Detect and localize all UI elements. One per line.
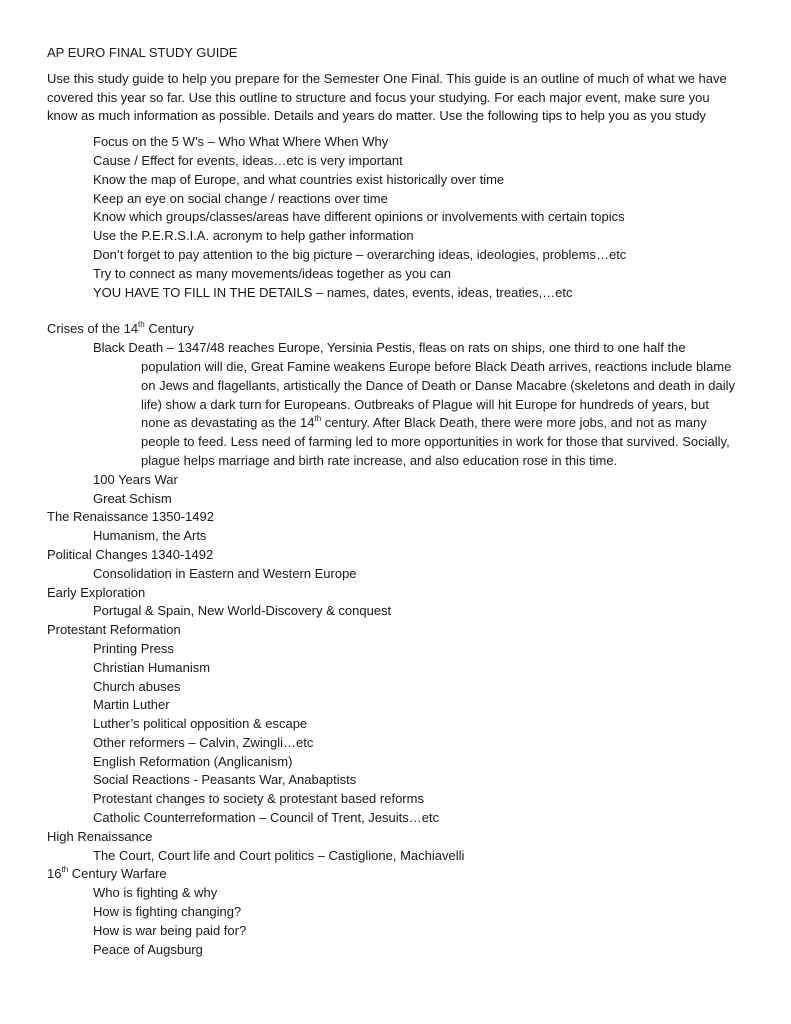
tip-item: YOU HAVE TO FILL IN THE DETAILS – names, dates, events, ideas, treaties,…etc <box>93 284 573 300</box>
outline-item: Printing Press <box>93 640 174 656</box>
outline-item: Humanism, the Arts <box>93 528 207 544</box>
outline-item: Martin Luther <box>93 697 170 713</box>
tip-item: Try to connect as many movements/ideas together as you can <box>93 265 451 281</box>
outline-item: Portugal & Spain, New World-Discovery & conquest <box>93 603 392 619</box>
intro-paragraph <box>47 70 747 126</box>
tip-item: Keep an eye on social change / reactions over time <box>93 190 388 206</box>
section-heading: The Renaissance 1350-1492 <box>47 509 214 525</box>
continuation-text: century. After Black Death, there were more jobs, and not as many <box>321 415 707 431</box>
outline-item: Church abuses <box>93 678 181 694</box>
superscript: th <box>138 320 145 330</box>
intro-line: Use this study guide to help you prepare for the Semester One Final. This guide is an outline of much of what we have <box>47 70 727 86</box>
section-heading: High Renaissance <box>47 828 153 844</box>
outline-item: Peace of Augsburg <box>93 941 203 957</box>
tip-item: Know the map of Europe, and what countries exist historically over time <box>93 171 505 187</box>
outline-item: Who is fighting & why <box>93 885 218 901</box>
tip-item: Focus on the 5 W’s – Who What Where When Why <box>93 134 389 150</box>
outline-item: 100 Years War <box>93 471 178 487</box>
outline-item: Luther’s political opposition & escape <box>93 716 308 732</box>
section-heading: Early Exploration <box>47 584 146 600</box>
section-heading-warfare <box>47 865 747 884</box>
outline-item: Catholic Counterreformation – Council of Trent, Jesuits…etc <box>93 810 440 826</box>
heading-text: Century Warfare <box>68 866 167 882</box>
section-heading: Protestant Reformation <box>47 622 181 638</box>
tip-item: Know which groups/classes/areas have different opinions or involvements with certain topics <box>93 209 625 225</box>
continuation-text: none as devastating as the 14 <box>141 415 315 431</box>
outline-item: Consolidation in Eastern and Western Europe <box>93 565 357 581</box>
outline-item: The Court, Court life and Court politics – Castiglione, Machiavelli <box>93 847 465 863</box>
black-death-continuation <box>47 414 747 433</box>
tip-item: Don’t forget to pay attention to the big picture – overarching ideas, ideologies, problems…etc <box>93 246 627 262</box>
section-heading-crises <box>47 320 747 339</box>
black-death-continuation: population will die, Great Famine weakens Europe before Black Death arrives, reactions include blame <box>141 358 732 374</box>
tip-item: Use the P.E.R.S.I.A. acronym to help gather information <box>93 228 414 244</box>
superscript: th <box>61 865 69 875</box>
black-death-continuation: life) show a dark turn for Europeans. Outbreaks of Plague will hit Europe for hundreds of years, but <box>141 396 709 412</box>
outline-item: Christian Humanism <box>93 659 211 675</box>
heading-text: 16 <box>47 866 62 882</box>
intro-line: know as much information as possible. Details and years do matter. Use the following tips to help you as you study <box>47 108 707 124</box>
black-death-continuation: on Jews and flagellants, artistically the Dance of Death or Danse Macabre (skeletons and death in daily <box>141 377 735 393</box>
outline-item: How is fighting changing? <box>93 904 242 920</box>
outline-item: How is war being paid for? <box>93 922 247 938</box>
outline-item: Other reformers – Calvin, Zwingli…etc <box>93 734 314 750</box>
black-death-continuation: plague helps marriage and birth rate increase, and also education rose in this time. <box>141 452 618 468</box>
outline-item: Great Schism <box>93 490 172 506</box>
study-guide-page <box>47 44 747 959</box>
section-heading: Political Changes 1340-1492 <box>47 546 214 562</box>
tips-list <box>47 133 747 302</box>
heading-text: Crises of the 14 <box>47 321 139 337</box>
heading-text: Century <box>144 321 194 337</box>
document-title: AP EURO FINAL STUDY GUIDE <box>47 45 238 60</box>
outline <box>47 320 747 959</box>
tip-item: Cause / Effect for events, ideas…etc is very important <box>93 152 403 168</box>
black-death-item: Black Death – 1347/48 reaches Europe, Yersinia Pestis, fleas on rats on ships, one third to one half the <box>93 340 686 356</box>
outline-item: English Reformation (Anglicanism) <box>93 753 293 769</box>
superscript: th <box>314 414 322 424</box>
outline-item: Social Reactions - Peasants War, Anabaptists <box>93 772 357 788</box>
black-death-continuation: people to feed. Less need of farming led to more opportunities in work for those that survived. Socially, <box>141 434 730 450</box>
outline-item: Protestant changes to society & protestant based reforms <box>93 791 424 807</box>
intro-line: covered this year so far. Use this outline to structure and focus your studying. For each major event, make sure you <box>47 89 710 105</box>
